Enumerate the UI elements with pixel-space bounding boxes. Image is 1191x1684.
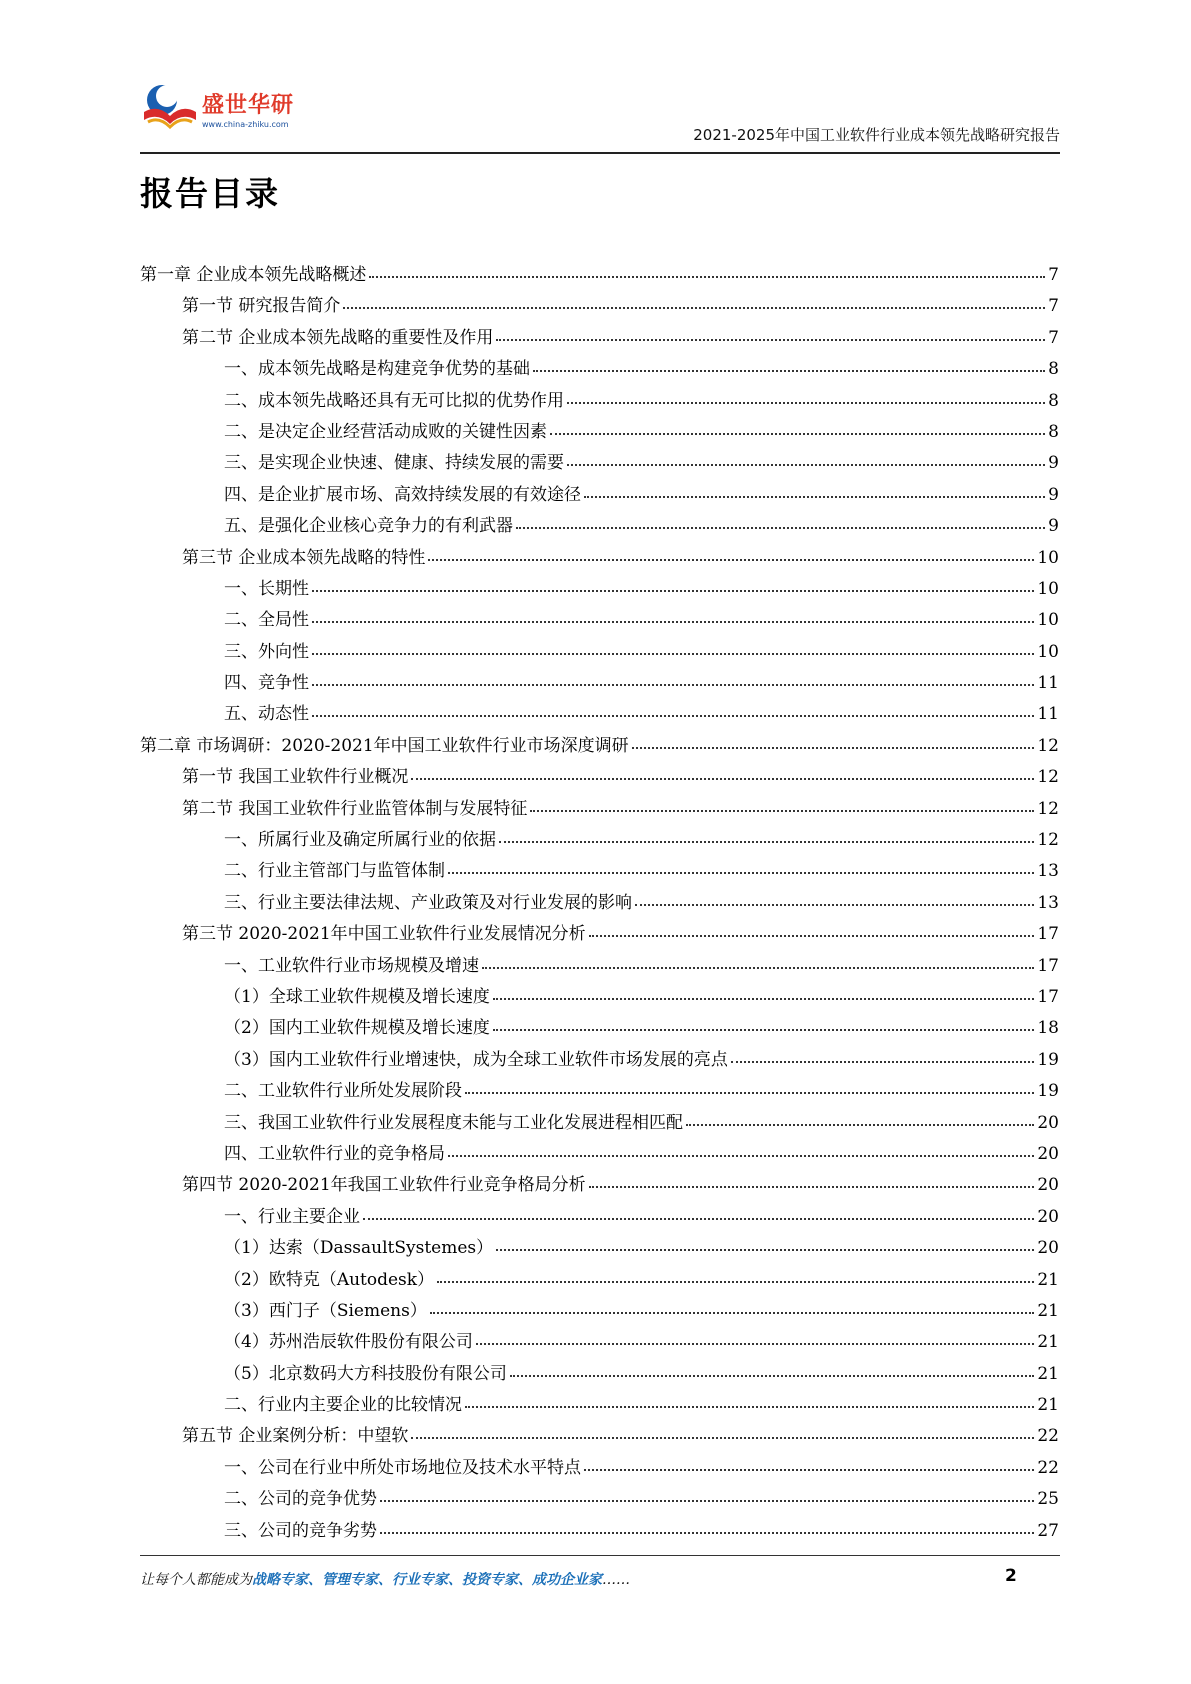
toc-entry[interactable] [140,543,1059,574]
document-title: 2021-2025年中国工业软件行业成本领先战略研究报告 [693,126,1060,144]
toc-entry-label: 一、公司在行业中所处市场地位及技术水平特点 [224,1457,581,1478]
toc-entry-label: 第二章 市场调研：2020-2021年中国工业软件行业市场深度调研 [140,735,629,756]
toc-leader-dots [589,1186,1035,1188]
toc-entry-label: 三、我国工业软件行业发展程度未能与工业化发展进程相匹配 [224,1112,683,1133]
toc-entry-label: 一、行业主要企业 [224,1206,360,1227]
footer-slogan-suffix: …… [602,1572,630,1588]
toc-entry-page: 8 [1048,359,1059,380]
footer-slogan-highlight: 战略专家、管理专家、行业专家、投资专家、成功企业家 [252,1572,602,1588]
toc-entry[interactable] [140,699,1059,730]
toc-entry-page: 22 [1037,1426,1059,1447]
toc-entry[interactable] [140,605,1059,636]
toc-entry-page: 20 [1037,1206,1059,1227]
toc-leader-dots [312,590,1034,592]
toc-entry-label: 二、全局性 [224,610,309,631]
toc-entry-page: 12 [1037,735,1059,756]
toc-leader-dots [476,1343,1035,1345]
toc-leader-dots [567,402,1045,404]
toc-leader-dots [312,715,1034,717]
toc-entry[interactable] [140,323,1059,354]
toc-leader-dots [312,621,1034,623]
toc-leader-dots [312,684,1034,686]
toc-entry-label: 四、竞争性 [224,673,309,694]
toc-leader-dots [496,339,1045,341]
toc-entry[interactable] [140,417,1059,448]
toc-entry-label: （3）西门子（Siemens） [224,1300,427,1321]
toc-entry-page: 12 [1037,798,1059,819]
page-number: 2 [1005,1566,1017,1586]
toc-entry-page: 19 [1037,1049,1059,1070]
toc-entry-label: 二、工业软件行业所处发展阶段 [224,1081,462,1102]
toc-entry[interactable] [140,982,1059,1013]
toc-entry[interactable] [140,1013,1059,1044]
toc-entry-page: 12 [1037,830,1059,851]
toc-entry-page: 22 [1037,1457,1059,1478]
toc-leader-dots [589,935,1035,937]
toc-entry[interactable] [140,951,1059,982]
page-title: 报告目录 [140,174,280,213]
toc-entry-label: 第一章 企业成本领先战略概述 [140,265,367,285]
toc-entry-page: 17 [1037,955,1059,976]
toc-entry[interactable] [140,731,1059,762]
toc-leader-dots [567,464,1045,466]
toc-entry[interactable] [140,637,1059,668]
toc-entry[interactable] [140,1421,1059,1452]
toc-leader-dots [343,307,1045,309]
toc-leader-dots [686,1124,1034,1126]
toc-entry[interactable] [140,1170,1059,1201]
footer-slogan-prefix: 让每个人都能成为 [140,1572,252,1588]
toc-entry-label: （5）北京数码大方科技股份有限公司 [224,1363,507,1384]
toc-leader-dots [510,1375,1035,1377]
toc-entry[interactable] [140,1076,1059,1107]
header-divider [140,152,1060,154]
toc-leader-dots [482,967,1034,969]
toc-leader-dots [380,1500,1034,1502]
toc-entry[interactable] [140,1516,1059,1547]
toc-leader-dots [499,841,1034,843]
toc-entry-label: 第一节 我国工业软件行业概况 [182,767,409,788]
book-logo-icon [140,80,200,136]
toc-entry-page: 21 [1037,1269,1059,1290]
toc-entry[interactable] [140,1233,1059,1264]
toc-entry[interactable] [140,1327,1059,1358]
toc-leader-dots [428,559,1034,561]
toc-entry-page: 10 [1037,641,1059,662]
toc-leader-dots [496,1249,1034,1251]
toc-entry-page: 8 [1048,390,1059,411]
toc-entry-page: 21 [1037,1395,1059,1416]
toc-entry-label: 五、是强化企业核心竞争力的有利武器 [224,516,513,537]
toc-entry-label: 第一节 研究报告简介 [182,296,341,317]
toc-entry-label: （2）国内工业软件规模及增长速度 [224,1018,490,1039]
toc-entry-label: 一、工业软件行业市场规模及增速 [224,955,479,976]
toc-entry[interactable] [140,1296,1059,1327]
toc-entry-page: 11 [1037,673,1059,694]
toc-entry[interactable] [140,291,1059,322]
toc-entry[interactable] [140,448,1059,479]
toc-entry[interactable] [140,1484,1059,1515]
toc-entry-label: 第四节 2020-2021年我国工业软件行业竞争格局分析 [182,1175,586,1196]
toc-entry-label: 第五节 企业案例分析：中望软 [182,1426,409,1447]
toc-entry[interactable] [140,1045,1059,1076]
page-header [140,80,1060,160]
toc-entry-label: 第二节 企业成本领先战略的重要性及作用 [182,327,494,348]
toc-entry[interactable] [140,511,1059,542]
toc-entry-label: 二、行业主管部门与监管体制 [224,861,445,882]
toc-leader-dots [584,1469,1034,1471]
toc-entry-page: 19 [1037,1081,1059,1102]
toc-entry-page: 21 [1037,1363,1059,1384]
toc-entry-label: 四、工业软件行业的竞争格局 [224,1143,445,1164]
toc-entry-page: 8 [1048,421,1059,442]
toc-leader-dots [465,1092,1034,1094]
toc-entry[interactable] [140,1359,1059,1390]
table-of-contents [140,260,1059,1547]
toc-leader-dots [465,1406,1034,1408]
toc-leader-dots [493,1029,1035,1031]
toc-leader-dots [635,904,1034,906]
toc-entry-page: 20 [1037,1112,1059,1133]
toc-leader-dots [312,653,1034,655]
toc-entry-page: 21 [1037,1332,1059,1353]
toc-entry-label: 五、动态性 [224,704,309,725]
toc-leader-dots [363,1218,1034,1220]
toc-entry-label: 一、长期性 [224,578,309,599]
toc-entry[interactable] [140,480,1059,511]
toc-entry-label: 二、是决定企业经营活动成败的关键性因素 [224,421,547,442]
toc-entry-label: 一、所属行业及确定所属行业的依据 [224,830,496,851]
toc-entry[interactable] [140,919,1059,950]
toc-entry-page: 9 [1048,516,1059,537]
toc-entry[interactable] [140,762,1059,793]
toc-leader-dots [369,276,1045,278]
logo-website: www.china-zhiku.com [202,120,289,129]
toc-entry-page: 12 [1037,767,1059,788]
toc-entry-page: 11 [1037,704,1059,725]
toc-entry-page: 20 [1037,1143,1059,1164]
toc-entry-page: 25 [1037,1489,1059,1510]
toc-entry-label: 三、公司的竞争劣势 [224,1520,377,1541]
toc-leader-dots [411,778,1034,780]
toc-leader-dots [437,1281,1034,1283]
toc-entry-label: （4）苏州浩辰软件股份有限公司 [224,1332,473,1353]
toc-entry[interactable] [140,1202,1059,1233]
toc-leader-dots [430,1312,1035,1314]
toc-entry-label: 三、是实现企业快速、健康、持续发展的需要 [224,453,564,474]
toc-leader-dots [411,1437,1034,1439]
toc-entry[interactable] [140,386,1059,417]
toc-entry[interactable] [140,856,1059,887]
logo-brand-name: 盛世华研 [202,93,295,118]
toc-entry[interactable] [140,260,1059,291]
toc-entry-page: 17 [1037,924,1059,945]
toc-entry[interactable] [140,354,1059,385]
toc-entry-page: 7 [1048,265,1059,285]
toc-leader-dots [632,747,1035,749]
toc-entry-page: 10 [1037,547,1059,568]
toc-entry-page: 10 [1037,578,1059,599]
company-logo [140,80,340,140]
toc-entry-page: 13 [1037,892,1059,913]
toc-leader-dots [516,527,1045,529]
toc-leader-dots [584,496,1045,498]
toc-entry-label: 三、行业主要法律法规、产业政策及对行业发展的影响 [224,892,632,913]
toc-entry-page: 20 [1037,1238,1059,1259]
toc-entry-label: 四、是企业扩展市场、高效持续发展的有效途径 [224,484,581,505]
toc-entry-page: 27 [1037,1520,1059,1541]
toc-leader-dots [530,810,1034,812]
toc-entry-label: 二、公司的竞争优势 [224,1489,377,1510]
toc-entry[interactable] [140,1453,1059,1484]
toc-entry[interactable] [140,825,1059,856]
toc-entry[interactable] [140,574,1059,605]
toc-entry-label: 二、行业内主要企业的比较情况 [224,1395,462,1416]
toc-leader-dots [448,872,1034,874]
toc-entry-page: 7 [1048,296,1059,317]
toc-entry-page: 18 [1037,1018,1059,1039]
toc-entry-page: 20 [1037,1175,1059,1196]
toc-entry-label: （1）达索（DassaultSystemes） [224,1238,494,1259]
toc-entry-label: 二、成本领先战略还具有无可比拟的优势作用 [224,390,564,411]
toc-leader-dots [550,433,1045,435]
toc-leader-dots [448,1155,1034,1157]
toc-entry-label: 第三节 2020-2021年中国工业软件行业发展情况分析 [182,924,586,945]
toc-entry[interactable] [140,1265,1059,1296]
toc-entry[interactable] [140,794,1059,825]
toc-entry-label: 第三节 企业成本领先战略的特性 [182,547,426,568]
footer-divider [140,1555,1060,1556]
toc-entry-label: （3）国内工业软件行业增速快，成为全球工业软件市场发展的亮点 [224,1049,728,1070]
toc-entry-page: 9 [1048,484,1059,505]
toc-entry-page: 7 [1048,327,1059,348]
toc-entry[interactable] [140,888,1059,919]
toc-entry[interactable] [140,668,1059,699]
toc-entry-label: 三、外向性 [224,641,309,662]
toc-entry-page: 13 [1037,861,1059,882]
toc-leader-dots [731,1061,1035,1063]
toc-entry[interactable] [140,1139,1059,1170]
toc-entry-page: 21 [1037,1300,1059,1321]
toc-entry-label: （1）全球工业软件规模及增长速度 [224,986,490,1007]
toc-entry-page: 9 [1048,453,1059,474]
toc-entry-page: 10 [1037,610,1059,631]
toc-entry-label: 第二节 我国工业软件行业监管体制与发展特征 [182,798,528,819]
toc-leader-dots [533,370,1045,372]
toc-leader-dots [380,1532,1034,1534]
toc-entry-label: 一、成本领先战略是构建竞争优势的基础 [224,359,530,380]
toc-entry[interactable] [140,1390,1059,1421]
toc-entry-page: 17 [1037,986,1059,1007]
toc-leader-dots [493,998,1035,1000]
toc-entry-label: （2）欧特克（Autodesk） [224,1269,435,1290]
footer-slogan [140,1569,630,1589]
toc-entry[interactable] [140,1108,1059,1139]
